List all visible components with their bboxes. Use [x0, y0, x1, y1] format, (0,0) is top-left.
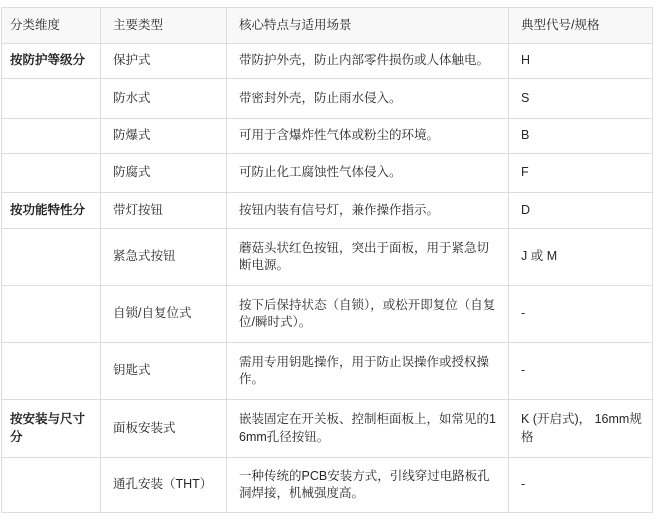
table-row: [2, 44, 653, 79]
category-cell: [2, 229, 101, 286]
header-code: 典型代号/规格: [509, 8, 653, 44]
feature-cell: 需用专用钥匙操作，用于防止误操作或授权操作。: [227, 343, 509, 400]
feature-cell: 蘑菇头状红色按钮，突出于面板，用于紧急切断电源。: [227, 229, 509, 286]
code-cell: B: [509, 119, 653, 154]
category-cell: [2, 286, 101, 343]
type-cell: 防爆式: [101, 119, 227, 154]
table-row: [2, 119, 653, 154]
feature-cell: 按钮内装有信号灯，兼作操作指示。: [227, 193, 509, 229]
category-cell: 按防护等级分: [2, 44, 101, 79]
category-cell: [2, 154, 101, 193]
table-row: [2, 79, 653, 119]
header-row: [2, 8, 653, 44]
header-category: 分类维度: [2, 8, 101, 44]
feature-cell: 一种传统的PCB安装方式，引线穿过电路板孔洞焊接，机械强度高。: [227, 458, 509, 513]
category-cell: 按功能特性分: [2, 193, 101, 229]
type-cell: 防水式: [101, 79, 227, 119]
category-cell: 按安装与尺寸分: [2, 400, 101, 458]
table-row: [2, 154, 653, 193]
code-cell: F: [509, 154, 653, 193]
table-row: [2, 229, 653, 286]
code-cell: -: [509, 458, 653, 513]
code-cell: K (开启式)， 16mm规格: [509, 400, 653, 458]
category-cell: [2, 458, 101, 513]
type-cell: 带灯按钮: [101, 193, 227, 229]
header-features: 核心特点与适用场景: [227, 8, 509, 44]
code-cell: -: [509, 286, 653, 343]
feature-cell: 可用于含爆炸性气体或粉尘的环境。: [227, 119, 509, 154]
feature-cell: 按下后保持状态（自锁），或松开即复位（自复位/瞬时式）。: [227, 286, 509, 343]
table-row: [2, 286, 653, 343]
feature-cell: 带防护外壳，防止内部零件损伤或人体触电。: [227, 44, 509, 79]
page: [0, 7, 659, 521]
code-cell: S: [509, 79, 653, 119]
table-row: [2, 400, 653, 458]
code-cell: -: [509, 343, 653, 400]
code-cell: J 或 M: [509, 229, 653, 286]
type-cell: 保护式: [101, 44, 227, 79]
type-cell: 钥匙式: [101, 343, 227, 400]
category-cell: [2, 343, 101, 400]
type-cell: 紧急式按钮: [101, 229, 227, 286]
table-row: [2, 458, 653, 513]
table-row: [2, 343, 653, 400]
type-cell: 通孔安装（THT）: [101, 458, 227, 513]
feature-cell: 嵌装固定在开关板、控制柜面板上，如常见的16mm孔径按钮。: [227, 400, 509, 458]
code-cell: H: [509, 44, 653, 79]
header-type: 主要类型: [101, 8, 227, 44]
feature-cell: 带密封外壳，防止雨水侵入。: [227, 79, 509, 119]
type-cell: 防腐式: [101, 154, 227, 193]
category-cell: [2, 79, 101, 119]
table-body: [2, 44, 653, 513]
classification-table: [1, 7, 653, 513]
feature-cell: 可防止化工腐蚀性气体侵入。: [227, 154, 509, 193]
code-cell: D: [509, 193, 653, 229]
table-row: [2, 193, 653, 229]
type-cell: 自锁/自复位式: [101, 286, 227, 343]
category-cell: [2, 119, 101, 154]
type-cell: 面板安装式: [101, 400, 227, 458]
